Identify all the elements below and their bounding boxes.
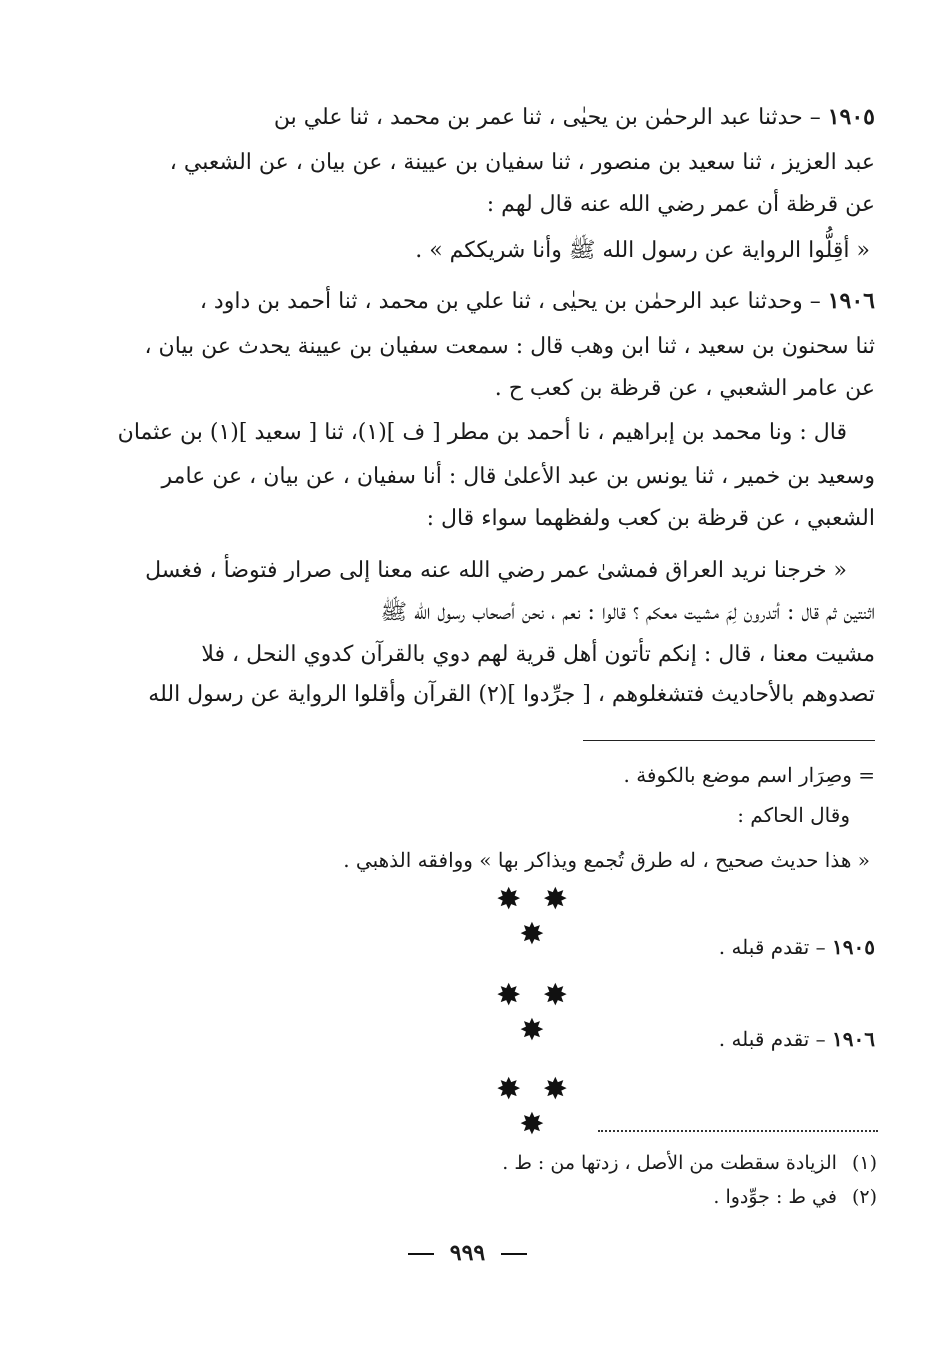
note-1906-line bbox=[719, 1024, 875, 1054]
kharajna-line-4: تصدوهم بالأحاديث فتشغلوهم ، [ جرِّدوا ](٢) القرآن وأقلوا الرواية عن رسول الله bbox=[148, 682, 875, 707]
note-1905-number: ١٩٠٥ bbox=[832, 935, 875, 959]
footnote-2 bbox=[713, 1186, 877, 1208]
hadith-1905-line-1 bbox=[274, 102, 875, 133]
hadith-1906-number: ١٩٠٦ bbox=[827, 288, 875, 314]
commentary-line-2: وقال الحاكم : bbox=[737, 803, 850, 827]
star-separator-3: ✸ ✸ ✸ bbox=[496, 1072, 574, 1142]
page-number-value: ٩٩٩ bbox=[449, 1240, 486, 1266]
hadith-1906-line-2: ثنا سحنون بن سعيد ، ثنا ابن وهب قال : سمعت سفيان بن عيينة يحدث عن بيان ، bbox=[144, 334, 875, 359]
qala-line-1: قال : ونا محمد بن إبراهيم ، نا أحمد بن مطر [ ف ](١)، ثنا [ سعيد ](١) بن عثمان bbox=[117, 420, 847, 445]
footnote-2-text: في ط : جوِّدوا . bbox=[713, 1186, 837, 1208]
note-1906-text: – تقدم قبله . bbox=[718, 1027, 826, 1051]
footnote-2-marker: (٢) bbox=[851, 1186, 877, 1208]
hadith-1906-line-1 bbox=[200, 286, 875, 317]
hadith-1905-line-4: « أقِلُّوا الرواية عن رسول الله ﷺ وأنا شريككم » . bbox=[415, 238, 870, 263]
hadith-1905-line-3: عن قرظة أن عمر رضي الله عنه قال لهم : bbox=[486, 192, 875, 217]
commentary-line-1: = وصِرَار اسم موضع بالكوفة . bbox=[623, 763, 875, 787]
page-number-dash-right bbox=[408, 1253, 434, 1255]
note-1905-text: – تقدم قبله . bbox=[718, 935, 826, 959]
note-1905-line bbox=[719, 932, 875, 962]
qala-line-2: وسعيد بن خمير ، ثنا يونس بن عبد الأعلىٰ قال : أنا سفيان ، عن بيان ، عن عامر bbox=[161, 464, 875, 489]
kharajna-line-1: « خرجنا نريد العراق فمشىٰ عمر رضي الله عنه معنا إلى صرار فتوضأ ، فغسل bbox=[145, 558, 847, 583]
footnote-divider bbox=[583, 740, 875, 741]
page-number bbox=[0, 1240, 935, 1266]
page-number-dash-left bbox=[501, 1253, 527, 1255]
note-1906-number: ١٩٠٦ bbox=[832, 1027, 875, 1051]
hadith-1906-line-3: عن عامر الشعبي ، عن قرظة بن كعب ح . bbox=[494, 376, 875, 401]
kharajna-line-3: مشيت معنا ، قال : إنكم تأتون أهل قرية لهم دوي بالقرآن كدوي النحل ، فلا bbox=[201, 642, 875, 667]
footnote-1-text: الزيادة سقطت من الأصل ، زدتها من : ط . bbox=[502, 1152, 837, 1174]
kharajna-line-2: اثنتين ثم قال : أتدرون لِمَ مشيت معكم ؟ قالوا : نعم ، نحن أصحاب رسول الله ﷺ bbox=[380, 600, 875, 625]
qala-line-3: الشعبي ، عن قرظة بن كعب ولفظهما سواء قال : bbox=[426, 506, 875, 531]
hadith-1905-line-2: عبد العزيز ، ثنا سعيد بن منصور ، ثنا سفيان بن عيينة ، عن بيان ، عن الشعبي ، bbox=[169, 150, 875, 175]
star-separator-1: ✸ ✸ ✸ bbox=[496, 882, 574, 952]
footnote-1-marker: (١) bbox=[851, 1152, 877, 1174]
hadith-1906-text-1: – وحدثنا عبد الرحمٰن بن يحيٰى ، ثنا علي بن محمد ، ثنا أحمد بن داود ، bbox=[199, 289, 821, 314]
footnotes-divider bbox=[598, 1130, 878, 1132]
hadith-1905-number: ١٩٠٥ bbox=[827, 104, 875, 130]
hadith-1905-text-1: – حدثنا عبد الرحمٰن بن يحيٰى ، ثنا عمر بن محمد ، ثنا علي بن bbox=[273, 105, 821, 130]
footnote-1 bbox=[502, 1152, 877, 1174]
star-separator-2: ✸ ✸ ✸ bbox=[496, 978, 574, 1048]
commentary-line-3: « هذا حديث صحيح ، له طرق تُجمع ويذاكر بها » ووافقه الذهبي . bbox=[343, 848, 870, 872]
